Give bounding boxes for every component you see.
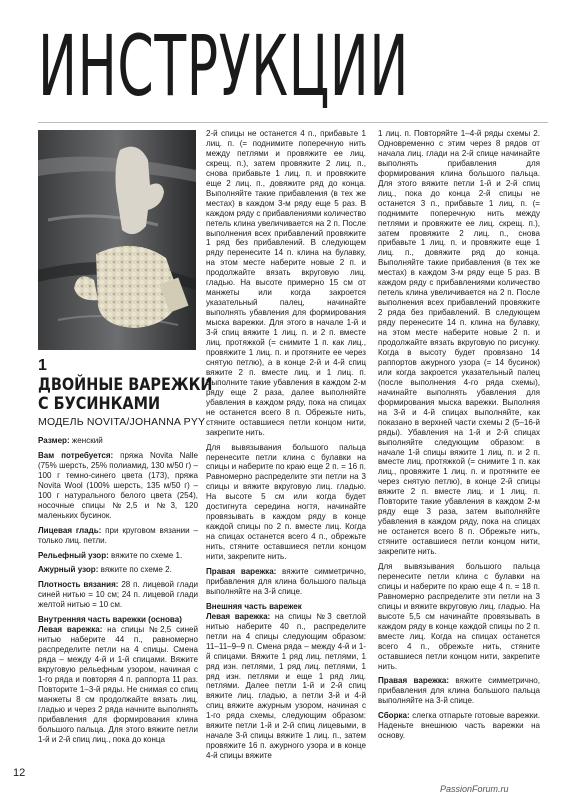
col2-paragraph-2: Для вывязывания большого пальца перенесите петли клина с булавки на спицы и наберите по краю еще 2 п. = 16 п. Равномерно распределите эти петли на 3 спицы и вяжите вкруговую лиц. гладью. На высоте 5 см или когда будет достигнута середина ногтя, начинайте провязывать в каждом ряду в конце каждой спицы по 2 п. вместе лиц. Когда на спицах останется всего 4 п., обрежьте нить, стяните оставшиеся петли концом нити, закрепите нить. — [206, 442, 366, 562]
right-mitten-inner-paragraph — [206, 567, 366, 597]
density-label: Плотность вязания: — [38, 580, 119, 590]
relief-value: вяжите по схеме 1. — [108, 550, 183, 560]
size-label: Размер: — [38, 436, 70, 445]
right-mitten-inner-value: вяжите симметрично, прибавления для клина большого пальца выполняйте на 3-й спице. — [206, 566, 366, 596]
column-1 — [38, 436, 198, 750]
assembly-paragraph — [378, 711, 540, 741]
relief-paragraph — [38, 551, 198, 561]
left-mitten-outer-paragraph — [206, 612, 366, 761]
watermark: PassionForum.ru — [440, 784, 509, 794]
left-mitten-outer-value: на спицы №3 светлой нитью наберите 40 п., распределите петли на 4 спицы следующим образом: 11–11–9–9 п. Смена ряда – между 4-й и 1-й спицами. Вяжите 1 ряд лиц. петлями, 1 ряд изн. петлями, 1 ряд лиц. петлями, 1 ряд изн. петлями и еще 1 ряд лиц. петлями. Далее петли 1-й и 2-й спиц вяжите лиц. гладью, а петли 3-й и 4-й спиц вяжите ажурным узором, начиная с 1-го ряда схемы, следующим образом: вяжите петли 1-й и 2-й спиц лицевыми, в начале 3-й спицы вяжите 1 лиц. п., затем провяжите 16 п. ажурного узора и в конце 4-й спицы вяжите — [206, 611, 367, 761]
facing-paragraph — [38, 526, 198, 546]
column-2 — [206, 129, 366, 766]
assembly-label: Сборка: — [378, 711, 410, 721]
heading-divider — [38, 122, 548, 123]
lace-label: Ажурный узор: — [38, 565, 99, 575]
assembly-value: слегка отпарьте готовые варежки. Наденьте внешнюю часть варежки на основу. — [378, 711, 540, 741]
materials-value: пряжа Novita Nalle (75% шерсть, 25% полиамид, 130 м/50 г) – 100 г темно-синего цвета (173), пряжа Novita Wool (100% шерсть, 135 м/50 г) – 100 г натурального белого цвета (254), носочные спицы №2,5 и №3, 120 маленьких бусинок. — [38, 450, 198, 520]
left-mitten-inner-paragraph — [38, 625, 198, 744]
relief-label: Рельефный узор: — [38, 550, 109, 560]
col3-paragraph-2: Для вывязывания большого пальца перенесите петли клина с булавки на спицы и наберите по краю еще 4 п. = 18 п. Равномерно распределите эти петли на 3 спицы и вяжите вкруговую лиц. гладью. На высоте 5,5 см начинайте провязывать в каждом ряду в конце каждой спицы по 2 п. вместе лиц. Когда на спицах останется всего 4 п., обрежьте нить, стяните оставшиеся петли концом нити, закрепите нить. — [378, 561, 540, 671]
right-mitten-outer-label: Правая варежка: — [378, 676, 450, 686]
density-paragraph — [38, 580, 198, 610]
pattern-number: 1 — [38, 357, 47, 374]
left-mitten-inner-value: на спицы №2,5 синей нитью наберите 44 п., равномерно распределите петли на 4 спицы. Смена ряда – между 4-й и 1-й спицами. Вяжите вкруговую рельефным узором, начиная с 1-го ряда и повторяя 4 п. раппорта 11 раз. Повторите 1–3-й ряды. Не снимая со спиц манжеты 8 см продолжайте вязать лиц. гладью и через 2 ряда начните выполнять прибавления для формирования клина большого пальца. Для этого вяжите петли 1-й и 2-й спиц лиц., пока до конца — [38, 625, 198, 744]
outer-heading: Внешняя часть варежек — [206, 601, 302, 611]
size-paragraph — [38, 436, 198, 446]
pattern-model: МОДЕЛЬ NOVITA/JOHANNA PYY — [38, 416, 206, 428]
facing-value: при круговом вязании – только лиц. петли. — [38, 525, 198, 545]
lace-value: вяжите по схеме 2. — [98, 565, 172, 575]
col2-paragraph-1: 2-й спицы не останется 4 п., прибавьте 1 лиц. п. (= поднимите поперечную нить между петлями и провяжите ее лиц. скрещ. п.), затем провяжите 2 лиц. п., снова прибавьте 1 лиц. п. и провяжите еще 2 лиц. п., довяжите ряд до конца. Выполняйте такие прибавления (в тех же местах) в каждом 3-м ряду еще 5 раз. В каждом ряду с прибавлениями количество петель клина увеличивается на 2 п. После выполнения всех прибавлений провяжите 1 ряд без прибавлений. В следующем ряду перенесите 14 п. клина на булавку, на этом месте наберите новые 2 п. и продолжайте вязать вкруговую лиц. гладью. На высоте примерно 15 см от манжеты или когда закроется указательный палец, начинайте выполнять убавления для формирования мыска варежки. Для этого в начале 1-й и 3-й спиц вяжите 1 лиц. п. и 2 п. вместе лиц. протяжкой (= снимите 1 п. как лиц., провяжите 1 лиц. п. и протяните ее через снятую петлю), а в конце 2-й и 4-й спиц вяжите 2 п. вместе лиц. и 1 лиц. п. Выполните такие убавления в каждом 2-м ряду еще 2 раза, далее выполняйте убавления в каждом ряду, пока на спицах не останется всего 8 п. Обрежьте нить, стяните оставшиеся петли концом нити, закрепите нить. — [206, 129, 366, 437]
column-3 — [378, 129, 540, 746]
mittens-photo — [38, 130, 196, 350]
left-mitten-inner-label: Левая варежка: — [38, 625, 103, 635]
materials-paragraph — [38, 451, 198, 521]
density-value: 28 п. лицевой глади синей нитью = 10 см; 24 п. лицевой глади желтой нитью = 10 см. — [38, 580, 198, 610]
inner-heading: Внутренняя часть варежки (основа) — [38, 615, 182, 625]
materials-label: Вам потребуется: — [38, 450, 114, 460]
col3-paragraph-1: 1 лиц. п. Повторяйте 1–4-й ряды схемы 2. Одновременно с этим через 8 рядов от начала лиц. глади на 2-й спице начинайте выполнять прибавления для формирования клина большого пальца. Для этого вяжите петли 1-й и 2-й спиц лиц., пока до конца 2-й спицы не останется 3 п., прибавьте 1 лиц. п. (= поднимите поперечную нить между петлями и провяжите ее лиц. скрещ. п.), затем провяжите 2 лиц. п., снова прибавьте 1 лиц. п. и провяжите еще 1 лиц. п., довяжите ряд до конца. Выполняйте такие прибавления (в тех же местах) в каждом 3-м ряду еще 5 раз. В каждом ряду с прибавлениями количество петель клина увеличивается на 2 п. После выполнения всех прибавлений провяжите 2 ряда без прибавлений. В следующем ряду перенесите 14 п. клина на булавку, на этом месте наберите новые 2 п. и продолжайте вязать вкруговую по рисунку. Когда в высоту будет провязано 14 раппортов ажурного узора (= 14 бусинок) или когда закроется указательный палец (после выполнения 4-го ряда схемы), начинайте выполнять убавления для формирования мыска варежки. Выполняя на 3-й и 4-й спицах выполняйте, как показано в верхней части схемы 2 (5–16-й ряды). Убавления на 1-й и 2-й спицах выполняйте следующим образом: в начале 1-й спицы вяжите 1 лиц. п. и 2 п. вместе лиц. протяжкой (= снимите 1 п. как лиц., провяжите 1 лиц. п. и протяните ее через снятую петлю), в конце 2-й спицы вяжите 2 п. вместе лиц. и 1 лиц. п. Повторите такие убавления в каждом 2-м ряду еще 3 раза, затем выполняйте убавления в каждом ряду, пока на спицах не останется всего 8 п. Обрежьте нить, стяните оставшиеся петли концом нити, закрепите нить. — [378, 129, 540, 557]
lace-paragraph — [38, 565, 198, 575]
page-heading: ИНСТРУКЦИИ — [38, 17, 409, 115]
size-value: женский — [69, 436, 103, 445]
pattern-title — [38, 375, 213, 414]
right-mitten-outer-value: вяжите симметрично, прибавления для клина большого пальца выполняйте на 3-й спице. — [378, 676, 540, 706]
pattern-title-line-2: С БУСИНКАМИ — [38, 394, 161, 414]
right-mitten-outer-paragraph — [378, 676, 540, 706]
left-mitten-outer-label: Левая варежка: — [206, 611, 271, 621]
page-number: 12 — [13, 767, 26, 779]
facing-label: Лицевая гладь: — [38, 525, 102, 535]
pattern-title-line-1: ДВОЙНЫЕ ВАРЕЖКИ — [38, 375, 213, 395]
right-mitten-inner-label: Правая варежка: — [206, 566, 277, 576]
